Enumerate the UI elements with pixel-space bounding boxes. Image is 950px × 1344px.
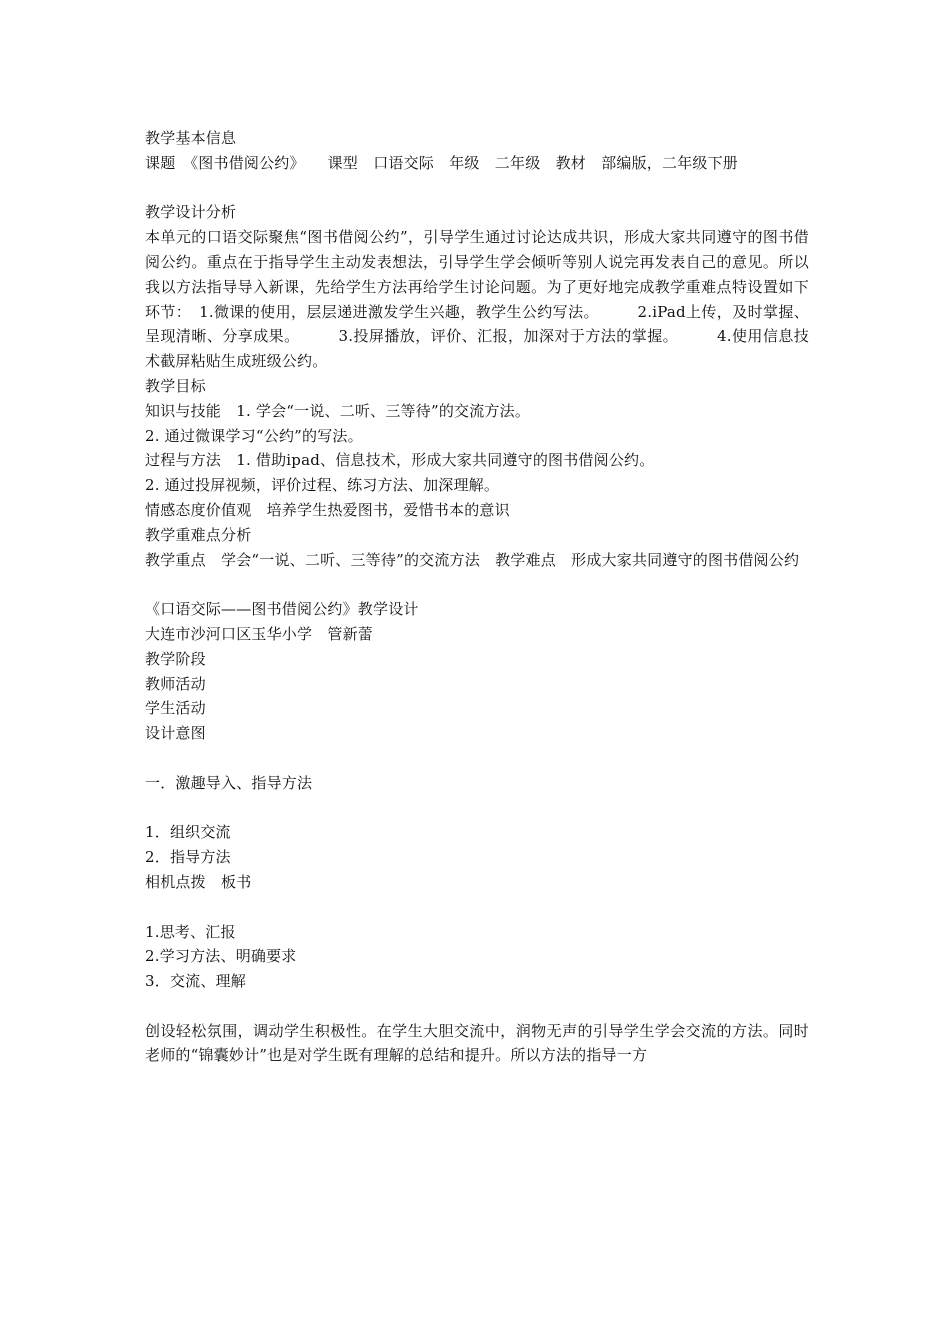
column-teacher-label: 教师活动 xyxy=(145,674,206,693)
design-title: 《口语交际——图书借阅公约》教学设计 xyxy=(145,600,419,619)
objective-knowledge-1: 知识与技能 1. 学会“一说、二听、三等待”的交流方法。 xyxy=(145,401,531,420)
spacer xyxy=(145,572,809,597)
column-student-label: 学生活动 xyxy=(145,699,206,718)
spacer xyxy=(145,895,809,920)
spacer xyxy=(145,796,809,821)
column-stage-label: 教学阶段 xyxy=(145,649,206,668)
student-activity-3: 3．交流、理解 xyxy=(145,972,246,991)
column-intent-label: 设计意图 xyxy=(145,724,206,743)
objective-knowledge-2: 2. 通过微课学习“公约”的写法。 xyxy=(145,426,363,445)
design-analysis-paragraph: 本单元的口语交际聚焦“图书借阅公约”，引导学生通过讨论达成共识，形成大家共同遵守的图书借阅公约。重点在于指导学生主动发表想法，引导学生学会倾听等别人说完再发表自己的意见。所以我以方法指导导入新课，先给学生方法再给学生讨论问题。为了更好地完成教学重难点特设置如下环节： 1.微课的使用，层层递进激发学生兴趣，教学生公约写法。 2.iPad上传，及时掌握、呈现清晰、分享成果。 3.投屏播放，评价、汇报，加深对于方法的掌握。 4.使用信息技术截屏粘贴生成班级公约。 xyxy=(145,228,809,371)
design-intent-paragraph: 创设轻松氛围，调动学生积极性。在学生大胆交流中，润物无声的引导学生学会交流的方法。同时老师的“锦囊妙计”也是对学生既有理解的总结和提升。所以方法的指导一方 xyxy=(145,1021,809,1065)
student-activity-2: 2.学习方法、明确要求 xyxy=(145,947,297,966)
course-info-line: 课题 《图书借阅公约》 课型 口语交际 年级 二年级 教材 部编版，二年级下册 xyxy=(145,153,739,172)
spacer xyxy=(145,994,809,1019)
objectives-heading: 教学目标 xyxy=(145,376,206,395)
teacher-activity-3: 相机点拨 板书 xyxy=(145,872,252,891)
objective-process-1: 过程与方法 1. 借助ipad、信息技术，形成大家共同遵守的图书借阅公约。 xyxy=(145,451,655,470)
basic-info-heading: 教学基本信息 xyxy=(145,129,237,147)
spacer xyxy=(145,176,809,201)
stage-1-title: 一．激趣导入、指导方法 xyxy=(145,773,313,792)
objective-emotion: 情感态度价值观 培养学生热爱图书，爱惜书本的意识 xyxy=(145,500,510,519)
key-points-text: 教学重点 学会“一说、二听、三等待”的交流方法 教学难点 形成大家共同遵守的图书借阅公约 xyxy=(145,550,800,569)
design-analysis-heading: 教学设计分析 xyxy=(145,203,237,222)
teacher-activity-1: 1．组织交流 xyxy=(145,823,231,842)
student-activity-1: 1.思考、汇报 xyxy=(145,922,236,941)
teacher-activity-2: 2．指导方法 xyxy=(145,848,231,867)
design-author: 大连市沙河口区玉华小学 管新蕾 xyxy=(145,624,374,643)
objective-process-2: 2. 通过投屏视频，评价过程、练习方法、加深理解。 xyxy=(145,476,500,495)
document-body xyxy=(145,126,809,1068)
spacer xyxy=(145,746,809,771)
key-points-heading: 教学重难点分析 xyxy=(145,525,252,544)
